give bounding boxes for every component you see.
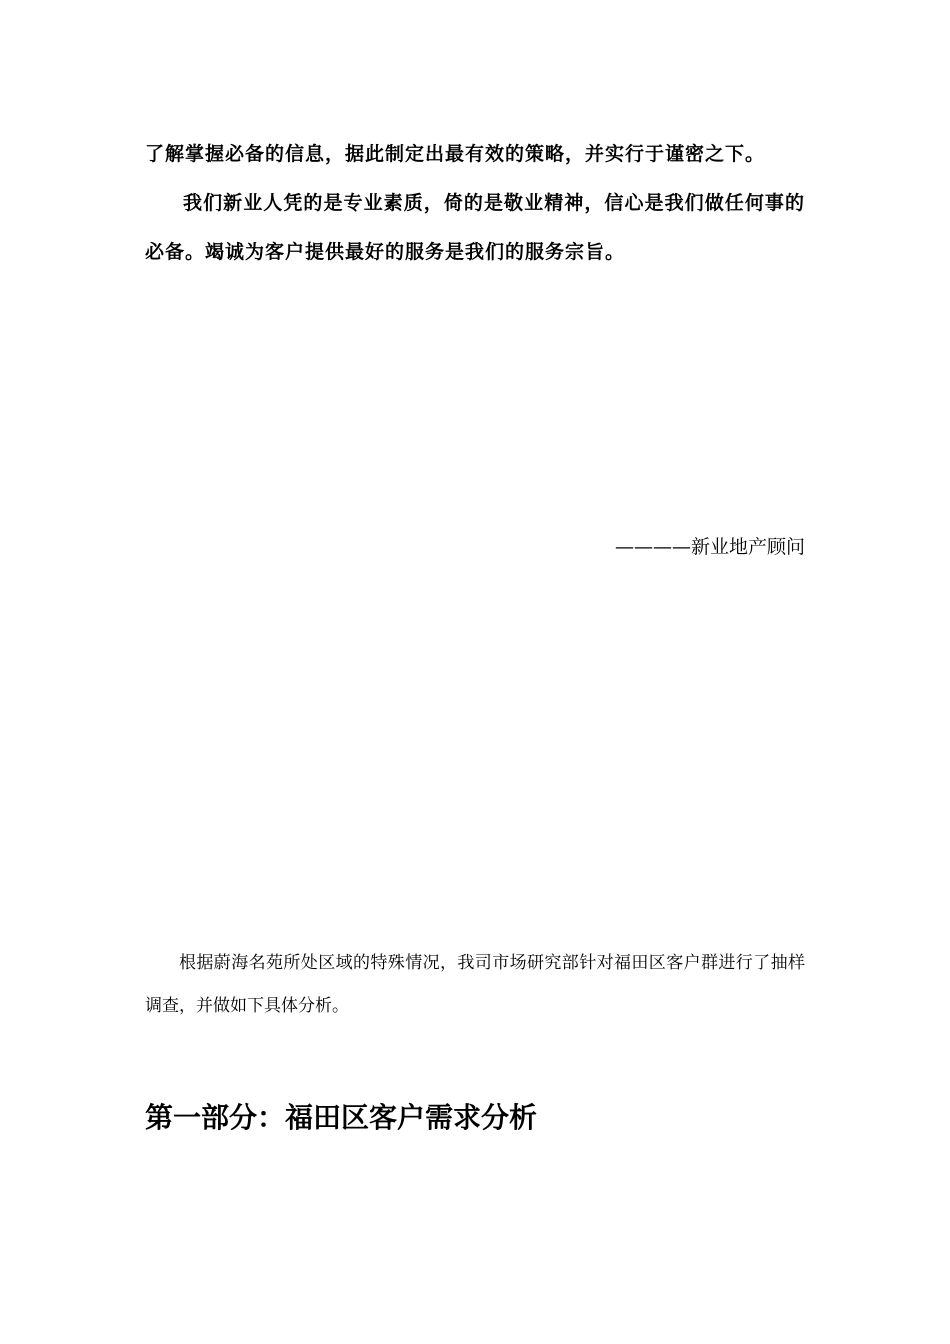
analysis-section bbox=[145, 942, 805, 1028]
analysis-paragraph: 根据蔚海名苑所处区域的特殊情况，我司市场研究部针对福田区客户群进行了抽样调查，并做如下具体分析。 bbox=[145, 953, 805, 1016]
intro-section bbox=[145, 130, 805, 277]
intro-paragraph-service-philosophy: 我们新业人凭的是专业素质，倚的是敬业精神，信心是我们做任何事的必备。竭诚为客户提供最好的服务是我们的服务宗旨。 bbox=[145, 192, 805, 263]
signature-line: ————新业地产顾问 bbox=[614, 536, 805, 558]
section-heading: 第一部分：福田区客户需求分析 bbox=[145, 1101, 538, 1134]
intro-paragraph-continued: 了解掌握必备的信息，据此制定出最有效的策略，并实行于谨密之下。 bbox=[145, 143, 766, 165]
